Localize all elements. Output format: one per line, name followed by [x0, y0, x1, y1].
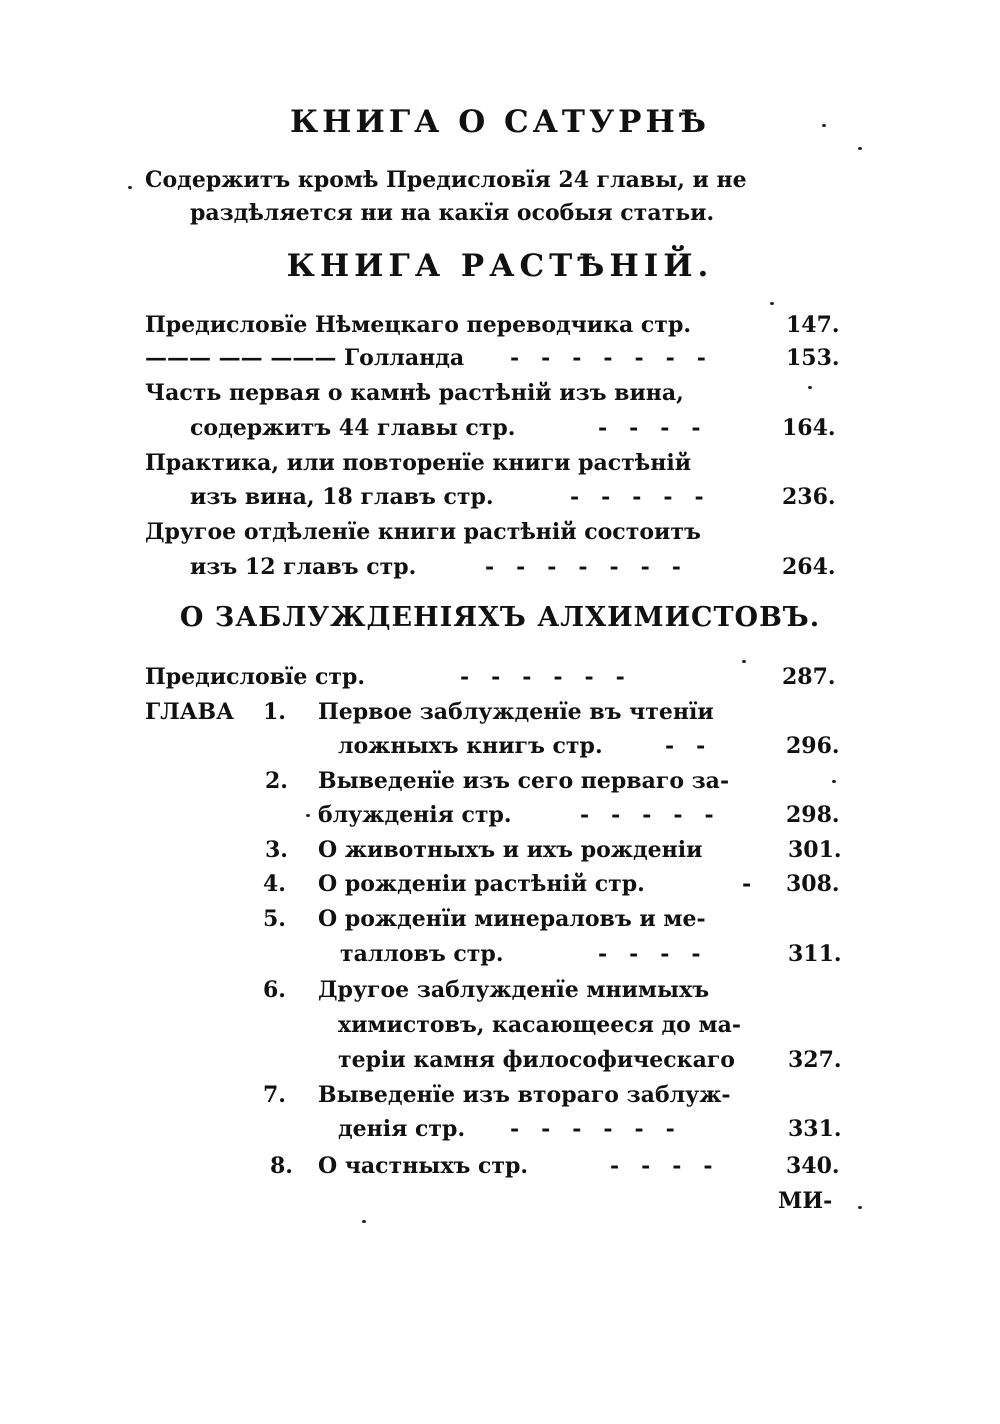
chapter-1-dashes: -- [665, 733, 728, 759]
errors-heading: О ЗАБЛУЖДЕНІЯХЪ АЛХИМИСТОВЪ. [179, 602, 821, 633]
saturn-description-line-2: раздѣляется ни на какїя особыя статьи. [190, 200, 715, 226]
chapter-4-number: 4. [263, 871, 286, 897]
saturn-description-line-1: Содержитъ кромѣ Предисловїя 24 главы, и не [145, 167, 747, 193]
chapter-7-dashes: ------ [510, 1116, 697, 1142]
chapter-1-line-2: ложныхъ книгъ стр. [338, 733, 603, 759]
print-speck [770, 302, 774, 305]
plants-entry-5-dashes: ------- [485, 554, 703, 580]
chapter-6-line-3: теріи камня философическаго [338, 1047, 735, 1073]
plants-entry-1-text: Предисловїе Нѣмецкаго переводчика стр. [145, 312, 691, 338]
chapter-8-number: 8. [270, 1153, 293, 1179]
plants-entry-3-page: 164. [782, 415, 836, 441]
chapter-2-line-2: блужденія стр. [318, 802, 512, 828]
chapter-5-page: 311. [788, 941, 842, 967]
errors-preface-text: Предисловїе стр. [145, 664, 366, 690]
plants-entry-3-dashes: ---- [598, 415, 723, 441]
plants-entry-5-line-1: Другое отдѣленїе книги растѣній состоитъ [145, 519, 701, 545]
errors-preface-page: 287. [782, 664, 836, 690]
chapter-1-page: 296. [786, 733, 840, 759]
chapter-label: ГЛАВА [145, 699, 235, 725]
chapter-6-line-1: Другое заблужденїе мнимыхъ [318, 977, 710, 1003]
chapter-2-dashes: ----- [580, 802, 736, 828]
plants-entry-4-dashes: ----- [570, 484, 726, 510]
chapter-7-line-1: Выведенїе изъ втораго заблуж- [318, 1082, 731, 1108]
chapter-8-page: 340. [786, 1153, 840, 1179]
chapter-1-line-1: Первое заблужденїе въ чтенїи [318, 699, 714, 725]
chapter-8-line-1: О частныхъ стр. [318, 1153, 529, 1179]
plants-entry-4-line-1: Практика, или повторенїе книги растѣній [145, 450, 692, 476]
print-speck [822, 124, 826, 127]
chapter-8-dashes: ---- [610, 1153, 735, 1179]
chapter-6-page: 327. [788, 1047, 842, 1073]
errors-preface-dashes: ------ [460, 664, 647, 690]
chapter-4-page: 308. [786, 871, 840, 897]
chapter-7-page: 331. [788, 1116, 842, 1142]
plants-entry-3-line-1: Часть первая о камнѣ растѣній изъ вина, [145, 380, 684, 406]
chapter-4-line-1: О рожденіи растѣній стр. [318, 871, 645, 897]
plants-entry-2-page: 153. [786, 345, 840, 371]
print-speck [832, 780, 836, 783]
chapter-2-number: 2. [265, 768, 288, 794]
chapter-5-line-1: О рожденїи минераловъ и ме- [318, 906, 706, 932]
chapter-4-dashes: - [742, 871, 774, 897]
saturn-heading: КНИГА О САТУРНѢ [289, 104, 711, 140]
print-speck [742, 660, 746, 663]
chapter-5-line-2: талловъ стр. [340, 941, 504, 967]
print-speck [858, 1206, 862, 1209]
plants-entry-5-line-2: изъ 12 главъ стр. [190, 554, 417, 580]
plants-entry-4-line-2: изъ вина, 18 главъ стр. [190, 484, 494, 510]
chapter-5-dashes: ---- [598, 941, 723, 967]
plants-entry-3-line-2: содержитъ 44 главы стр. [190, 415, 516, 441]
plants-heading: КНИГА РАСТѢНІЙ. [286, 248, 714, 284]
chapter-3-number: 3. [265, 837, 288, 863]
print-speck [362, 1220, 366, 1223]
chapter-1-number: 1. [263, 699, 286, 725]
plants-entry-4-page: 236. [782, 484, 836, 510]
catchword: МИ- [778, 1188, 833, 1214]
plants-entry-2-dashes: ------- [510, 345, 728, 371]
print-speck [858, 147, 862, 150]
chapter-5-number: 5. [263, 906, 286, 932]
chapter-2-page: 298. [786, 802, 840, 828]
chapter-6-number: 6. [263, 977, 286, 1003]
chapter-3-line-1: О животныхъ и ихъ рожденіи [318, 837, 703, 863]
chapter-7-number: 7. [263, 1082, 286, 1108]
plants-entry-1-page: 147. [786, 312, 840, 338]
chapter-6-line-2: химистовъ, касающееся до ма- [338, 1012, 741, 1038]
plants-entry-5-page: 264. [782, 554, 836, 580]
print-speck [808, 386, 812, 389]
chapter-2-line-1: Выведенїе изъ сего перваго за- [318, 768, 730, 794]
print-speck [128, 186, 132, 189]
chapter-7-line-2: денія стр. [338, 1116, 466, 1142]
chapter-3-page: 301. [788, 837, 842, 863]
print-speck [306, 814, 310, 817]
plants-entry-2-text: ——— —— ——— Голланда [145, 345, 465, 371]
